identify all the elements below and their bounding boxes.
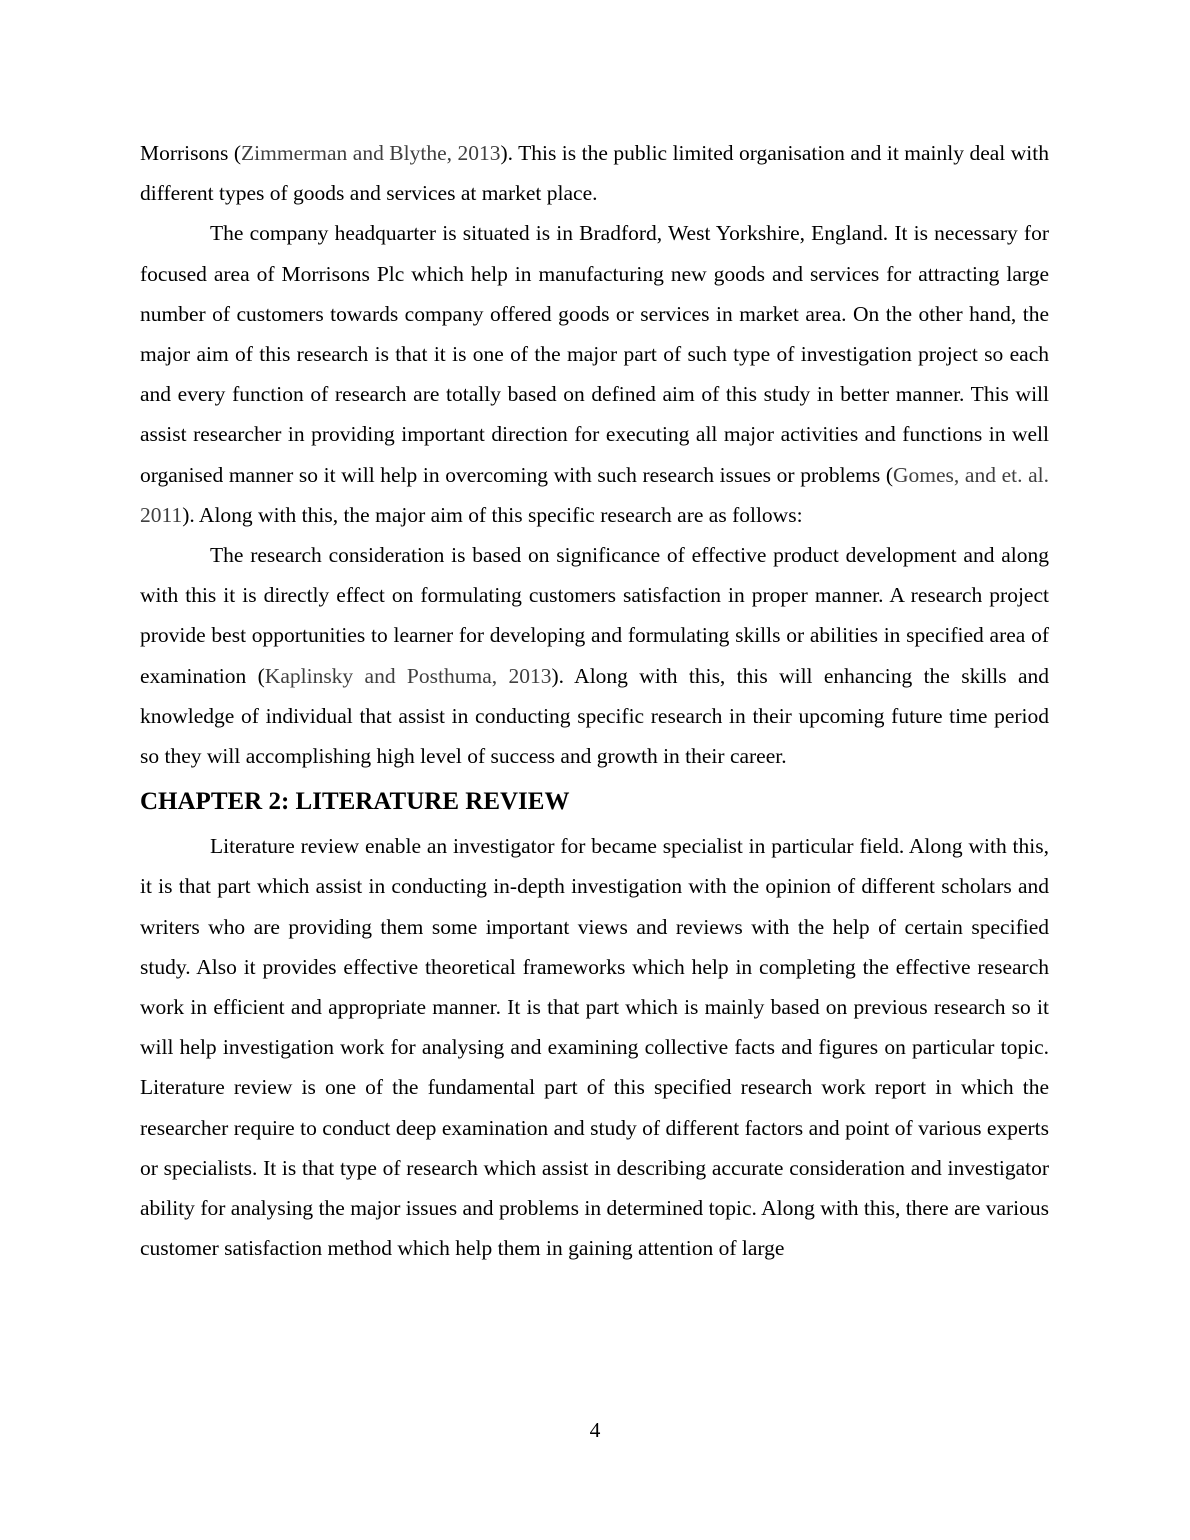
- literature-review-paragraph: Literature review enable an investigator for became specialist in particular field. Along with this, it is that part which assist in conducting in-depth investigation with the opinion of different scholars and writers who are providing them some important views and reviews with the help of certain specified study. Also it provides effective theoretical frameworks which help in completing the effective research work in efficient and appropriate manner. It is that part which is mainly based on previous research so it will help investigation work for analysing and examining collective facts and figures on particular topic. Literature review is one of the fundamental part of this specified research work report in which the researcher require to conduct deep examination and study of different factors and point of various experts or specialists. It is that type of research which assist in describing accurate consideration and investigator ability for analysing the major issues and problems in determined topic. Along with this, there are various customer satisfaction method which help them in gaining attention of large: [140, 834, 1049, 1261]
- chapter-heading: CHAPTER 2: LITERATURE REVIEW: [140, 788, 570, 816]
- citation: Gomes, and et. al. 2011: [140, 462, 1049, 527]
- paragraph-text: The research consideration is based on significance of effective product development and along with this it is directly effect on formulating customers satisfaction in proper manner. A research project provide best opportunities to learner for developing and formulating skills or abilities in specified area of examination (: [140, 543, 1049, 688]
- citation: Kaplinsky and Posthuma, 2013: [264, 663, 552, 688]
- research-consideration-paragraph: [140, 535, 1049, 776]
- paragraph-text: ). This is the public limited organisation and it mainly deal with different types of goods and services at market place.: [140, 141, 1049, 206]
- headquarter-paragraph: [140, 213, 1049, 535]
- paragraph-text: Morrisons (: [140, 141, 242, 165]
- citation: Zimmerman and Blythe, 2013: [241, 141, 501, 165]
- document-page: [140, 133, 1049, 1268]
- page-number: 4: [589, 1418, 601, 1442]
- intro-paragraph: [140, 133, 1049, 213]
- paragraph-text: The company headquarter is situated is in Bradford, West Yorkshire, England. It is necessary for focused area of Morrisons Plc which help in manufacturing new goods and services for attracting large number of customers towards company offered goods or services in market area. On the other hand, the major aim of this research is that it is one of the major part of such type of investigation project so each and every function of research are totally based on defined aim of this study in better manner. This will assist researcher in providing important direction for executing all major activities and functions in well organised manner so it will help in overcoming with such research issues or problems (: [140, 221, 1049, 487]
- paragraph-text: ). Along with this, the major aim of this specific research are as follows:: [182, 502, 803, 527]
- paragraph-text: ). Along with this, this will enhancing the skills and knowledge of individual that assist in conducting specific research in their upcoming future time period so they will accomplishing high level of success and growth in their career.: [140, 663, 1050, 769]
